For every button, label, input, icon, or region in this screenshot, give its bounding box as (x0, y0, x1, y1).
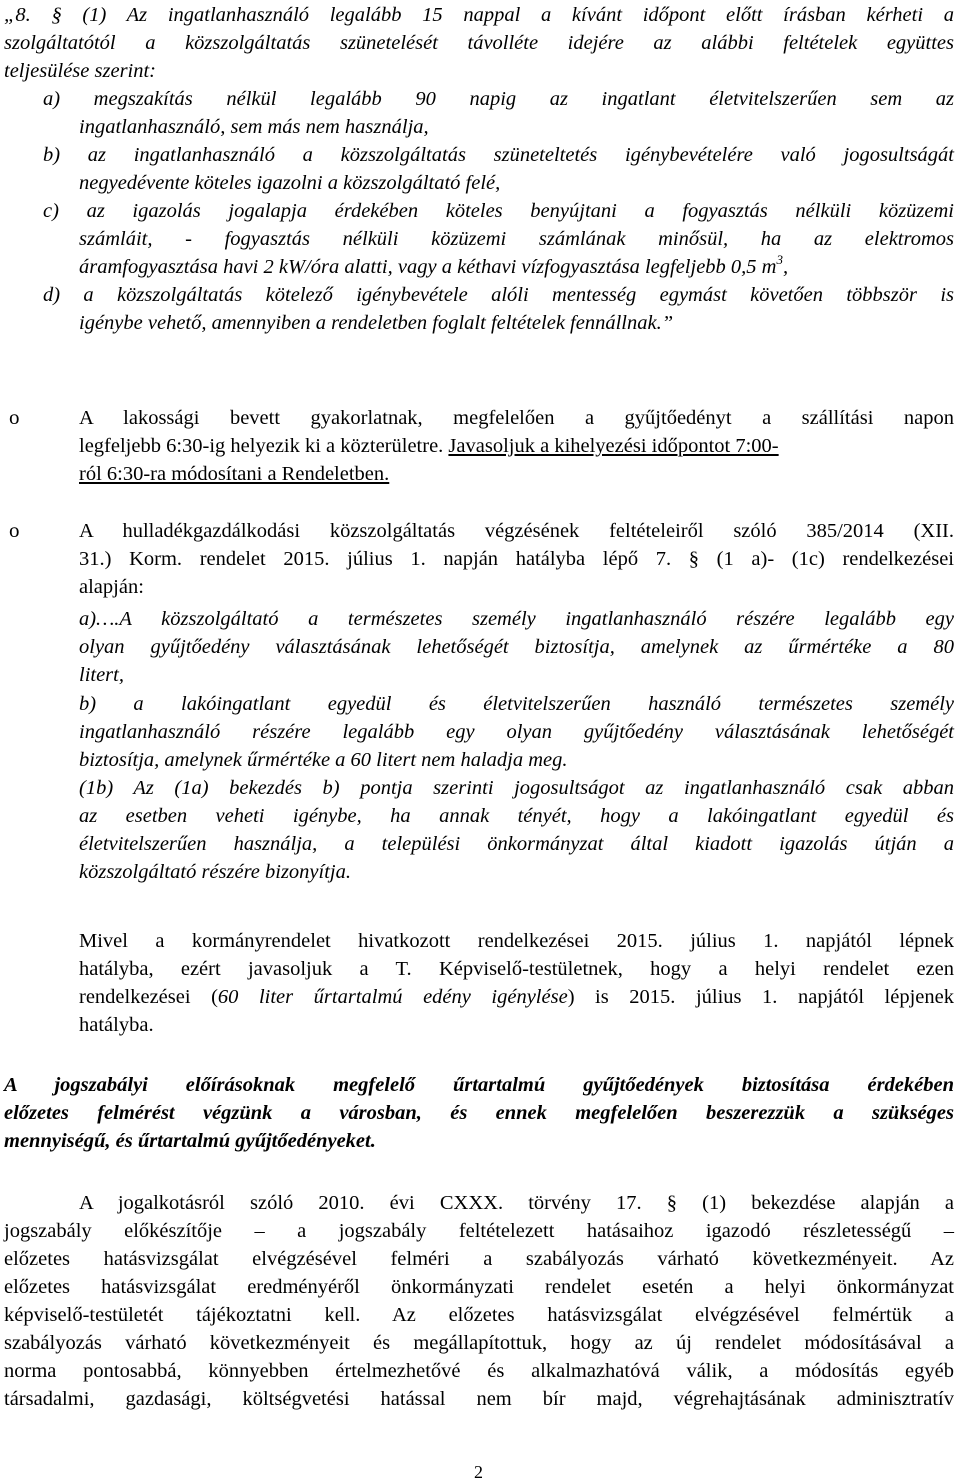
paragraph-line: társadalmi, gazdasági, költségvetési hatással nem bír majd, végrehajtásának adminisztratív (4, 1388, 954, 1410)
paragraph-line: A hulladékgazdálkodási közszolgáltatás végzésének feltételeiről szóló 385/2014 (XII. (79, 520, 954, 542)
paragraph-line: előzetes hatásvizsgálat eredményéről önkormányzati rendelet esetén a helyi önkormányzat (4, 1276, 954, 1298)
paragraph-line: Mivel a kormányrendelet hivatkozott rendelkezései 2015. július 1. napjától lépnek (79, 930, 954, 952)
paragraph-line: A jogalkotásról szóló 2010. évi CXXX. törvény 17. § (1) bekezdése alapján a (79, 1192, 954, 1214)
proposal-text: ról 6:30-ra módosítani a Rendeletben. (79, 463, 390, 485)
list-item-d-cont: igénybe vehető, amennyiben a rendeletben foglalt feltételek fennállnak.” (79, 312, 674, 334)
list-item-c-cont: számláit, - fogyasztás nélküli közüzemi számlának minősül, ha az elektromos (79, 228, 954, 250)
proposal-text: Javasoljuk a kihelyezési időpontot 7:00- (448, 435, 779, 457)
paragraph-line: 31.) Korm. rendelet 2015. július 1. napján hatályba lépő 7. § (1 a)- (1c) rendelkezései (79, 548, 954, 570)
list-item-d: d) a közszolgáltatás kötelező igénybevétele alóli mentesség egymást követően többször is (43, 284, 954, 306)
quoted-line: olyan gyűjtőedény választásának lehetőségét biztosítja, amelynek az űrmértéke a 80 (79, 636, 954, 658)
paragraph-line: előzetes felmérést végzünk a városban, és ennek megfelelően beszerezzük a szükséges (4, 1102, 954, 1124)
quoted-line: b) a lakóingatlant egyedül és életvitelszerűen használó természetes személy (79, 693, 954, 715)
quoted-line: ingatlanhasználó részére legalább egy olyan gyűjtőedény választásának lehetőségét (79, 721, 954, 743)
paragraph-line: előzetes hatásvizsgálat elvégzésével felméri a szabályozás várható következményeit. Az (4, 1248, 954, 1270)
paragraph-line: szabályozás várható következményeit és megállapítottuk, hogy az új rendelet módosításával a (4, 1332, 954, 1354)
paragraph-line: A lakossági bevett gyakorlatnak, megfelelően a gyűjtőedényt a szállítási napon (79, 407, 954, 429)
paragraph-line: képviselő-testületét tájékoztatni kell. Az előzetes hatásvizsgálat elvégzésével felmértük a (4, 1304, 954, 1326)
page-number: 2 (474, 1462, 483, 1482)
paragraph-line: mennyiségű, és űrtartalmú gyűjtőedényeket. (4, 1130, 376, 1152)
paragraph-line: hatályba. (79, 1014, 154, 1036)
paragraph-line: teljesülése szerint: (4, 60, 157, 82)
quoted-line: közszolgáltató részére bizonyítja. (79, 861, 351, 883)
bullet-marker: o (9, 405, 20, 429)
paragraph-line: jogszabály előkészítője – a jogszabály feltételezett hatásaihoz igazodó részletességű – (4, 1220, 954, 1242)
quoted-line: litert, (79, 664, 124, 686)
list-item-a: a) megszakítás nélkül legalább 90 napig az ingatlant életvitelszerűen sem az (43, 88, 954, 110)
quoted-line: életvitelszerűen használja, a települési önkormányzat által kiadott igazolás útján a (79, 833, 954, 855)
paragraph-line: hatályba, ezért javasoljuk a T. Képviselő-testületnek, hogy a helyi rendelet ezen (79, 958, 954, 980)
bullet-marker: o (9, 518, 20, 542)
paragraph-line: legfeljebb 6:30-ig helyezik ki a közterületre. Javasoljuk a kihelyezési időpontot 7:00- (79, 435, 779, 457)
paragraph-line: szolgáltatótól a közszolgáltatás szünetelését távolléte idejére az alábbi feltételek együttes (4, 32, 954, 54)
list-item-b-cont: negyedévente köteles igazolni a közszolgáltató felé, (79, 172, 501, 194)
paragraph-line: „8. § (1) Az ingatlanhasználó legalább 15 nappal a kívánt időpont előtt írásban kérheti a (4, 4, 954, 26)
list-item-c-cont: áramfogyasztása havi 2 kW/óra alatti, vagy a kéthavi vízfogyasztása legfeljebb 0,5 $m^3$, (79, 252, 789, 278)
quoted-line: (1b) Az (1a) bekezdés b) pontja szerinti jogosultságot az ingatlanhasználó csak abban (79, 777, 954, 799)
paragraph-line: alapján: (79, 576, 144, 598)
paragraph-line: norma pontosabbá, könnyebben értelmezhetővé és alkalmazhatóvá válik, a módosítás egyéb (4, 1360, 954, 1382)
quoted-line: az esetben veheti igénybe, ha annak tényét, hogy a lakóingatlant egyedül és (79, 805, 954, 827)
list-item-a-cont: ingatlanhasználó, sem más nem használja, (79, 116, 429, 138)
paragraph-line: rendelkezései (60 liter űrtartalmú edény igénylése) is 2015. július 1. napjától lépjenek (79, 986, 954, 1008)
paragraph-line: A jogszabályi előírásoknak megfelelő űrtartalmú gyűjtőedények biztosítása érdekében (4, 1074, 954, 1096)
quoted-line: biztosítja, amelynek űrmértéke a 60 litert nem haladja meg. (79, 749, 568, 771)
list-item-c: c) az igazolás jogalapja érdekében köteles benyújtani a fogyasztás nélküli közüzemi (43, 200, 954, 222)
quoted-line: a)….A közszolgáltató a természetes személy ingatlanhasználó részére legalább egy (79, 608, 954, 630)
list-item-b: b) az ingatlanhasználó a közszolgáltatás szüneteltetés igénybevételére való jogosultságát (43, 144, 954, 166)
